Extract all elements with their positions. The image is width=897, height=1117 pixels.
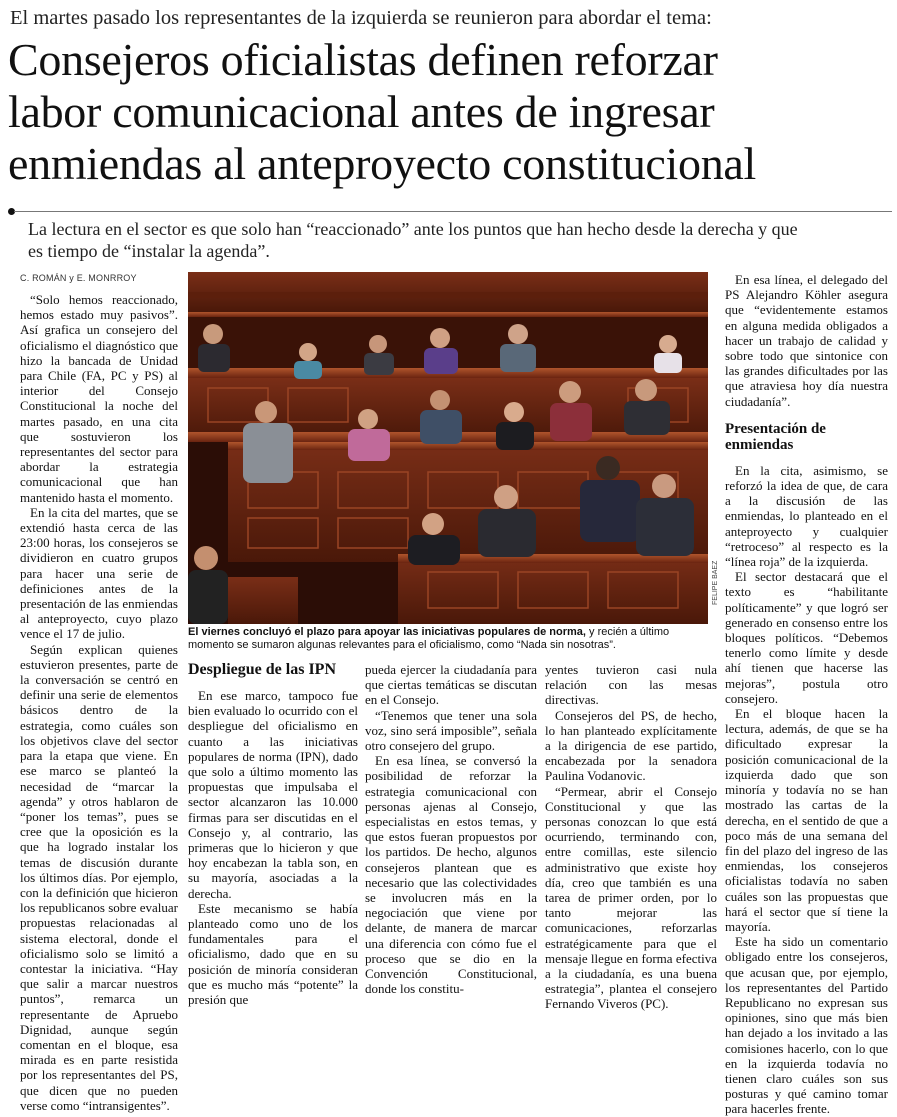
paragraph: En la cita, asimismo, se reforzó la idea de que, de cara a la discusión de las enmiendas, lo planteado en el anteproyecto y cualquier “retroceso” al respecto es la “línea roja” de la izquierda. [725,462,888,570]
paragraph: En ese marco, tampoco fue bien evaluado lo ocurrido con el despliegue del oficialismo en cuanto a las iniciativas populares de norma (IPN), dado que solo a último momento las propuestas que impulsaba el sector alcanzaron las 10.000 firmas para ser discutidas en el Consejo y, al contrario, las primeras que lo hicieron y que hoy encabezan la tabla son, en su mayoría, asociadas a la derecha. [188,688,358,901]
rule-divider [14,211,892,212]
deck [28,218,890,262]
paragraph: En esa línea, el delegado del PS Alejandro Köhler asegura que “evidentemente estamos en alguna medida obligados a hacer un trabajo de calidad y sobre todo que sintonice con las grandes dificultades por las que atraviesa hoy día nuestra ciudadanía”. [725,272,888,409]
paragraph: En el bloque hacen la lectura, además, de que se ha dificultado expresar la posición comunicacional de la izquierda dado que son minoría y todavía no se han mostrado las cartas de la derecha, en el sentido de que a poco más de una semana del fin del plazo del ingreso de las enmiendas, los consejeros oficialistas todavía no saben cuáles son las propuestas que hará el sector que sí tiene la mayoría. [725,706,888,934]
photo-credit: FELIPE BAEZ [712,560,719,605]
headline [8,34,893,190]
caption-lead: El viernes concluyó el plazo para apoyar las iniciativas populares de norma, [188,626,586,638]
headline-line: Consejeros oficialistas definen reforzar [8,34,718,85]
paragraph: yentes tuvieron casi nula relación con las mesas directivas. [545,662,717,708]
kicker: El martes pasado los representantes de la izquierda se reunieron para abordar el tema: [10,7,712,29]
photo-caption [188,626,716,652]
article-column-3 [365,662,537,996]
article-column-5 [725,272,888,1117]
headline-line: labor comunicacional antes de ingresar [8,86,715,137]
paragraph: pueda ejercer la ciudadanía para que ciertas temáticas se discutan en el Consejo. [365,662,537,708]
headline-line: enmiendas al anteproyecto constitucional [8,138,757,189]
paragraph: “Permear, abrir el Consejo Constitucional y que las personas conozcan lo que está ocurriendo, terminando con, entre comillas, este silencio administrativo que existe hoy día, creo que también es una tarea de primer orden, por lo tanto mejorar las comunicaciones, reforzarlas estratégicamente para que el mensaje llegue en forma efectiva a la ciudadanía, es una buena estrategia”, plantea el consejero Fernando Viveros (PC). [545,783,717,1012]
section-heading: Despliegue de las IPN [188,661,336,678]
article-column-1 [20,292,178,1113]
deck-line: es tiempo de “instalar la agenda”. [28,241,270,261]
byline: C. ROMÁN y E. MONRROY [20,273,137,283]
paragraph: “Solo hemos reaccionado, hemos estado muy pasivos”. Así grafica un consejero del oficialismo el diagnóstico que hizo la bancada de Unidad para Chile (FA, PC y PS) al interior del Consejo Constitucional la noche del martes pasado, en una cita que sostuvieron los representantes del sector para abordar la estrategia comunicacional que han mantenido hasta el momento. [20,292,178,505]
chamber-photo [188,272,708,624]
deck-line: La lectura en el sector es que solo han “reaccionado” ante los puntos que han hecho desde la derecha y que [28,219,798,239]
paragraph: Este ha sido un comentario obligado entre los consejeros, que acusan que, por ejemplo, los representantes del Partido Republicano no expresan sus opiniones, sino que más bien han dejado a los invitado a las comisiones hacerlo, con lo que en la izquierda todavía no tienen claro cuáles son sus posturas y qué camino tomar para hacerles frente. [725,934,888,1117]
paragraph: En la cita del martes, que se extendió hasta cerca de las 23:00 horas, los consejeros se dividieron en cuatro grupos para hacer una serie de definiciones antes de la presentación de las enmiendas al anteproyecto, cuyo plazo vence el 17 de julio. [20,504,178,642]
paragraph: Según explican quienes estuvieron presentes, parte de la conversación se centró en definir una serie de elementos básicos dentro de la estrategia, como cuáles son los objetivos clave del sector para la etapa que viene. En ese marco se planteó la necesidad de “marcar la agenda” y otros hablaron de “poner los temas”, pues se cree que la oposición es la que ha logrado instalar los temas de discusión durante los últimos días. Por ejemplo, con la definición que hicieron los republicanos sobre evaluar propuestas relacionadas al sistema electoral, donde el oficialismo solo se limitó a contestar la iniciativa. “Hay que salir a marcar nuestros puntos”, remarca un representante de Apruebo Dignidad, aunque según comentan en el bloque, esa mirada es en parte resistida por los representantes del PS, que dicen que no pueden verse como “intransigentes”. [20,641,178,1113]
paragraph: Este mecanismo se había planteado como uno de los fundamentales para el oficialismo, dado que en su posición de minoría consideran que es mucho más “potente” la presión que [188,900,358,1008]
section-heading: Presentación de enmiendas [725,420,826,453]
article-column-4 [545,662,717,1012]
paragraph: El sector destacará que el texto es “habilitante políticamente” y que logró ser generado en consenso entre los bloques políticos. “Debemos tenerlo como límite y desde ahí tienen que hacerse las mejoras”, postula otro consejero. [725,569,888,706]
paragraph: En esa línea, se conversó la posibilidad de reforzar la estrategia comunicacional con personas ajenas al Consejo, especialistas en estos temas, y que estos fueran propuestos por los partidos. De hecho, algunos consejeros plantean que es necesario que las colectividades se involucren más en la negociación que viene por delante, de manera de marcar una diferencia con cómo fue el proceso que se dio en la Convención Constitucional, donde los constitu- [365,753,537,997]
paragraph: “Tenemos que tener una sola voz, sino será imposible”, señala otro consejero del grupo. [365,707,537,754]
paragraph: Consejeros del PS, de hecho, lo han planteado explícitamente a la dirigencia de ese partido, encabezada por la senadora Paulina Vodanovic. [545,707,717,784]
caption-rest: y recién a último momento se sumaron algunas relevantes para el oficialismo, como “Nada sin nosotras”. [188,626,670,651]
article-column-2 [188,662,358,1007]
